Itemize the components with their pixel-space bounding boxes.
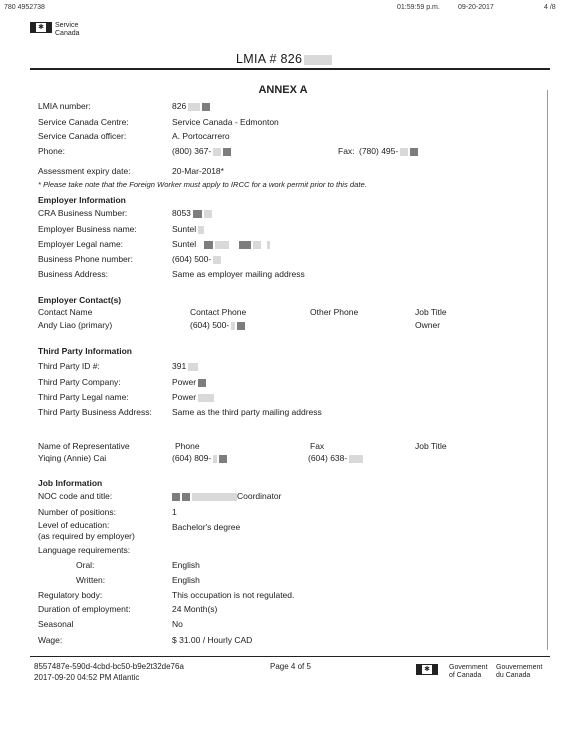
service-canada-logo [30,22,80,38]
rep-name-header: Name of Representative [38,441,130,451]
duration-value: 24 Month(s) [172,604,218,614]
fax-label: Fax: [338,146,355,156]
oral-value: English [172,560,200,570]
right-margin-line [547,90,548,650]
phone-value: (800) 367- [172,146,231,157]
education-sublabel: (as required by employer) [38,531,135,541]
tp-legal-name-value: Power [172,392,214,403]
fax-number: 780 4952738 [4,4,45,11]
canada-flag-icon: ✱ [416,664,438,675]
sc-centre-value: Service Canada - Edmonton [172,117,279,127]
fax-date: 09-20-2017 [458,4,494,11]
tp-address-value: Same as the third party mailing address [172,407,322,417]
business-phone-value: (604) 500- [172,254,221,265]
title-rule [30,68,550,70]
page-number: Page 4 of 5 [270,662,311,671]
business-name-label: Employer Business name: [38,224,137,234]
document-timestamp: 2017-09-20 04:52 PM Atlantic [34,673,140,682]
seasonal-label: Seasonal [38,619,74,629]
wage-value: $ 31.00 / Hourly CAD [172,635,253,645]
cra-label: CRA Business Number: [38,208,128,218]
contact-phone: (604) 500- [190,320,245,331]
rep-fax-header: Fax [310,441,325,451]
sc-officer-label: Service Canada officer: [38,131,127,141]
logo-line-2: Canada [55,30,80,37]
wage-label: Wage: [38,635,63,645]
oral-label: Oral: [76,560,95,570]
tp-company-label: Third Party Company: [38,377,121,387]
other-phone-header: Other Phone [310,307,359,317]
rep-fax: (604) 638- [308,453,363,464]
business-address-label: Business Address: [38,269,108,279]
tp-company-value: Power [172,377,206,388]
expiry-label: Assessment expiry date: [38,166,131,176]
language-label: Language requirements: [38,545,131,555]
phone-label: Phone: [38,146,65,156]
employer-heading: Employer Information [38,195,126,205]
contact-job-title: Owner [415,320,441,330]
expiry-value: 20-Mar-2018* [172,166,224,176]
cra-value: 8053 [172,208,212,219]
positions-label: Number of positions: [38,507,116,517]
positions-value: 1 [172,507,177,517]
logo-line-1: Service [55,22,79,29]
sc-centre-label: Service Canada Centre: [38,117,129,127]
annex-title: ANNEX A [258,84,308,96]
fax-page: 4 /8 [544,4,556,11]
business-address-value: Same as employer mailing address [172,269,305,279]
rep-phone-header: Phone [175,441,200,451]
education-value: Bachelor's degree [172,522,241,532]
canada-flag-icon: ✱ [30,22,52,33]
business-name-value: Suntel [172,224,204,235]
permit-note: * Please take note that the Foreign Worker must apply to IRCC for a work permit prior to this date. [38,180,367,189]
regulatory-label: Regulatory body: [38,590,103,600]
rep-job-title-header: Job Title [415,441,447,451]
noc-value: Coordinator [172,491,281,502]
education-label: Level of education: [38,520,110,530]
seasonal-value: No [172,619,183,629]
gov-french: Gouvernement du Canada [496,664,543,679]
third-party-heading: Third Party Information [38,346,132,356]
written-value: English [172,575,200,585]
business-phone-label: Business Phone number: [38,254,133,264]
lmia-number-label: LMIA number: [38,101,91,111]
lmia-number-value: 826 [172,101,210,112]
tp-address-label: Third Party Business Address: [38,407,152,417]
legal-name-label: Employer Legal name: [38,239,124,249]
duration-label: Duration of employment: [38,604,131,614]
regulatory-value: This occupation is not regulated. [172,590,295,600]
tp-id-label: Third Party ID #: [38,361,100,371]
document-id: 8557487e-590d-4cbd-bc50-b9e2t32de76a [34,662,184,671]
noc-label: NOC code and title: [38,491,113,501]
job-heading: Job Information [38,478,103,488]
rep-phone: (604) 809- [172,453,227,464]
page-title: LMIA # 826 [236,52,332,66]
tp-legal-name-label: Third Party Legal name: [38,392,129,402]
government-logo [416,664,438,675]
contacts-heading: Employer Contact(s) [38,295,122,305]
contact-name: Andy Liao (primary) [38,320,113,330]
job-title-header: Job Title [415,307,447,317]
footer-rule [30,656,550,657]
rep-name: Yiqing (Annie) Cai [38,453,107,463]
tp-id-value: 391 [172,361,198,372]
written-label: Written: [76,575,106,585]
fax-value: (780) 495- [359,146,418,157]
fax-time: 01:59:59 p.m. [397,4,440,11]
contact-phone-header: Contact Phone [190,307,247,317]
contact-name-header: Contact Name [38,307,93,317]
sc-officer-value: A. Portocarrero [172,131,230,141]
gov-english: Government of Canada [449,664,488,679]
legal-name-value: Suntel [172,239,270,250]
